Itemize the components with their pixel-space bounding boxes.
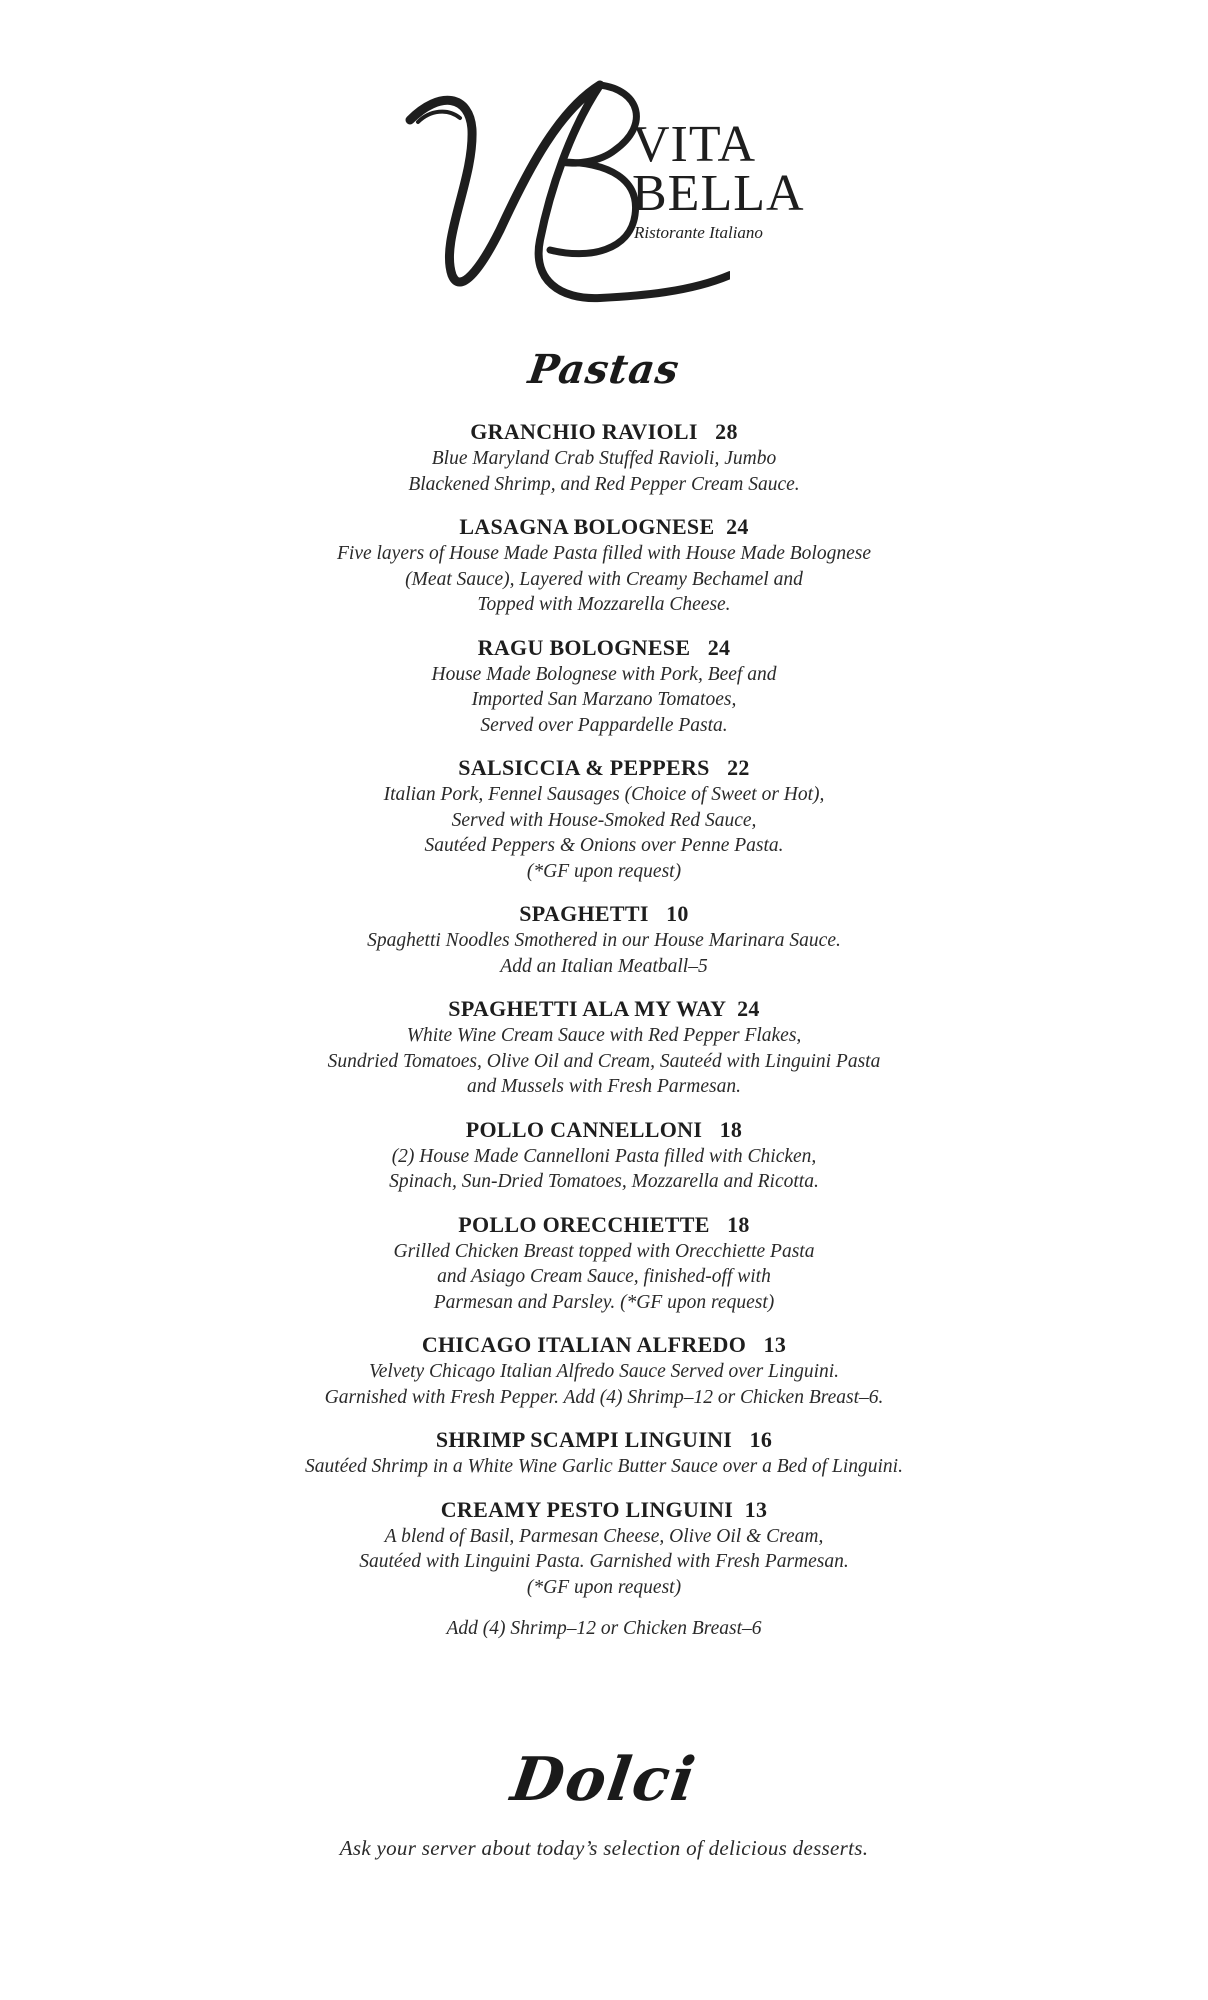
menu-item-name: RAGU BOLOGNESE (477, 634, 691, 660)
menu-item-price: 18 (719, 1116, 743, 1142)
menu-item-price: 24 (726, 514, 749, 539)
section-title-dolci: Dolci (506, 1745, 701, 1815)
menu-item-description-line: (Meat Sauce), Layered with Creamy Bechamel and (405, 568, 803, 590)
menu-item-description (0, 1454, 1208, 1480)
menu-item (0, 513, 1208, 618)
menu-item-heading (0, 995, 1208, 1023)
menu-item-price: 13 (744, 1496, 768, 1522)
menu-item-name: SPAGHETTI ALA MY WAY (448, 996, 726, 1021)
menu-item-description-line: Spinach, Sun-Dried Tomatoes, Mozzarella and Ricotta. (389, 1171, 819, 1192)
menu-item-description (0, 541, 1208, 618)
menu-item (0, 1426, 1208, 1480)
menu-item-description-line: (*GF upon request) (526, 860, 682, 882)
menu-item-description-line: Served with House-Smoked Red Sauce, (451, 809, 757, 831)
menu-item (0, 1496, 1208, 1601)
menu-item-description-line: Blackened Shrimp, and Red Pepper Cream Sauce. (408, 473, 800, 495)
section-title-pastas: Pastas (525, 346, 683, 393)
menu-item-name: LASAGNA BOLOGNESE (459, 514, 715, 539)
menu-item-name: GRANCHIO RAVIOLI (470, 419, 698, 444)
menu-item-description (0, 662, 1208, 739)
menu-item-description (0, 1023, 1208, 1100)
menu-item-price: 24 (707, 634, 731, 660)
menu-item-description (0, 1359, 1208, 1410)
menu-item-description-line: Sautéed Shrimp in a White Wine Garlic Butter Sauce over a Bed of Linguini. (305, 1456, 903, 1477)
menu-item (0, 1116, 1208, 1195)
menu-item-heading (0, 1211, 1208, 1239)
menu-item-description-line: A blend of Basil, Parmesan Cheese, Olive Oil & Cream, (384, 1525, 824, 1547)
menu-item-price: 18 (727, 1211, 750, 1237)
menu-item-description-line: Grilled Chicken Breast topped with Orecchiette Pasta (393, 1240, 815, 1262)
menu-item-description-line: Spaghetti Noodles Smothered in our House Marinara Sauce. (367, 930, 841, 951)
menu-item-description-line: Sundried Tomatoes, Olive Oil and Cream, Sauteéd with Linguini Pasta (327, 1050, 881, 1072)
menu-item-price: 10 (666, 901, 689, 926)
menu-item-description-line: (2) House Made Cannelloni Pasta filled with Chicken, (391, 1145, 817, 1167)
menu-item-name: SHRIMP SCAMPI LINGUINI (435, 1427, 733, 1452)
menu-item-description-line: Velvety Chicago Italian Alfredo Sauce Served over Linguini. (368, 1361, 840, 1382)
restaurant-logo (400, 70, 820, 310)
menu-item-heading (0, 754, 1208, 782)
menu-item-name: SPAGHETTI (519, 901, 649, 926)
menu-item-heading (0, 1426, 1208, 1454)
menu-item-price: 28 (715, 419, 738, 444)
menu-item (0, 1211, 1208, 1316)
menu-item-name: CHICAGO ITALIAN ALFREDO (421, 1332, 747, 1357)
menu-item-heading (0, 418, 1208, 446)
menu-item-heading (0, 1331, 1208, 1359)
pasta-menu-list (0, 418, 1208, 1642)
menu-item-name: POLLO ORECCHIETTE (458, 1211, 710, 1237)
menu-item-description-line: Add an Italian Meatball–5 (500, 955, 708, 977)
menu-item-heading (0, 513, 1208, 541)
menu-item (0, 995, 1208, 1100)
menu-item-description (0, 1144, 1208, 1195)
restaurant-name-line1: VITA (632, 116, 757, 173)
menu-item-description (0, 1524, 1208, 1601)
menu-item-description-line: White Wine Cream Sauce with Red Pepper Flakes, (406, 1025, 802, 1046)
menu-item (0, 1331, 1208, 1410)
menu-item-heading (0, 1496, 1208, 1524)
menu-item-description-line: Sautéed with Linguini Pasta. Garnished with Fresh Parmesan. (359, 1551, 849, 1572)
menu-item-heading (0, 1116, 1208, 1144)
menu-item-description-line: Blue Maryland Crab Stuffed Ravioli, Jumbo (431, 448, 777, 469)
menu-item-description (0, 446, 1208, 497)
menu-item-description-line: Five layers of House Made Pasta filled with House Made Bolognese (337, 543, 871, 564)
menu-item-price: 22 (727, 755, 750, 780)
menu-item-description-line: Served over Pappardelle Pasta. (480, 714, 728, 736)
menu-item-name: SALSICCIA & PEPPERS (458, 755, 710, 780)
menu-item-price: 13 (763, 1332, 787, 1357)
menu-item-heading (0, 900, 1208, 928)
menu-item-description-line: Garnished with Fresh Pepper. Add (4) Shrimp–12 or Chicken Breast–6. (324, 1386, 884, 1408)
add-protein-note: Add (4) Shrimp–12 or Chicken Breast–6 (446, 1618, 762, 1639)
menu-item-description-line: Parmesan and Parsley. (*GF upon request) (433, 1291, 775, 1313)
menu-item-description-line: House Made Bolognese with Pork, Beef and (431, 663, 777, 685)
menu-item-description (0, 1239, 1208, 1316)
menu-item-name: POLLO CANNELLONI (465, 1116, 703, 1142)
restaurant-name (632, 116, 805, 222)
menu-item-description-line: Topped with Mozzarella Cheese. (477, 594, 731, 615)
menu-item-name: CREAMY PESTO LINGUINI (440, 1496, 734, 1522)
menu-item-price: 16 (749, 1427, 773, 1452)
restaurant-tagline: Ristorante Italiano (634, 223, 763, 242)
menu-item (0, 634, 1208, 739)
menu-item-description (0, 928, 1208, 979)
dolci-note: Ask your server about today’s selection of delicious desserts. (339, 1836, 869, 1860)
menu-item-heading (0, 634, 1208, 662)
menu-item-description-line: Imported San Marzano Tomatoes, (471, 689, 737, 710)
menu-item (0, 900, 1208, 979)
menu-item (0, 418, 1208, 497)
menu-item-price: 24 (737, 996, 760, 1021)
menu-item-description-line: and Asiago Cream Sauce, finished-off with (437, 1266, 771, 1287)
menu-item-description (0, 782, 1208, 884)
menu-item (0, 754, 1208, 884)
menu-item-description-line: and Mussels with Fresh Parmesan. (467, 1076, 741, 1097)
restaurant-name-line2: BELLA (632, 165, 805, 222)
menu-item-description-line: (*GF upon request) (526, 1576, 682, 1598)
menu-item-description-line: Italian Pork, Fennel Sausages (Choice of Sweet or Hot), (383, 784, 825, 805)
menu-item-description-line: Sautéed Peppers & Onions over Penne Pasta. (424, 835, 784, 856)
